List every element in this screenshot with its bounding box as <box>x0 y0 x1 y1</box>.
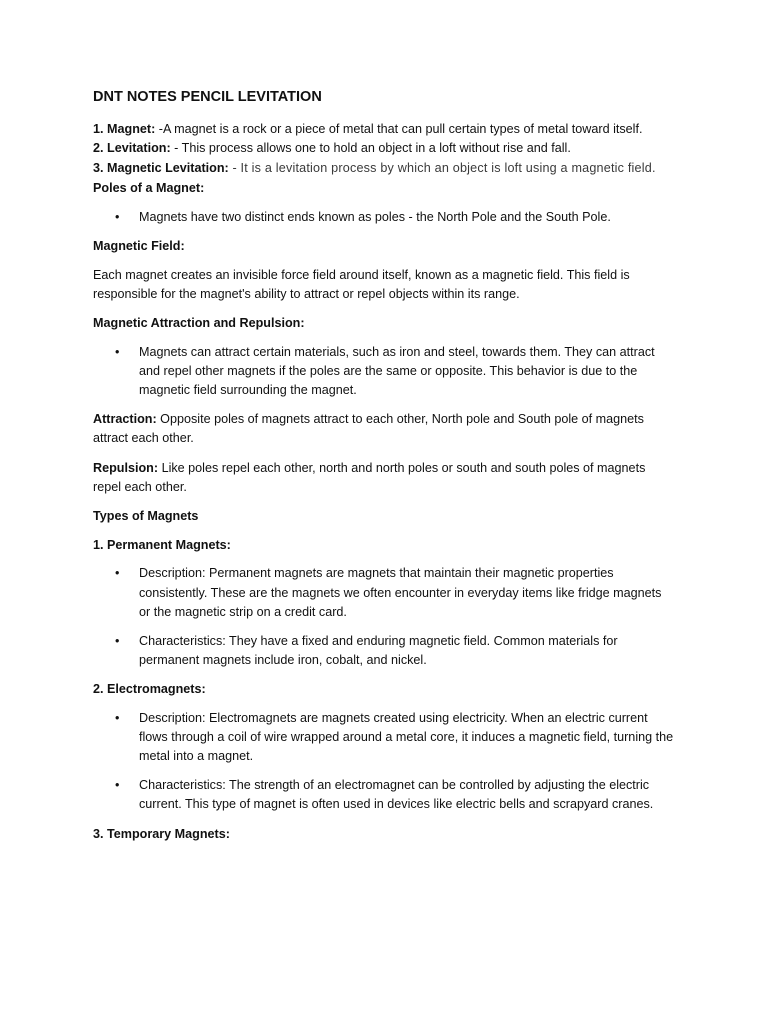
document-title: DNT NOTES PENCIL LEVITATION <box>93 89 322 105</box>
bullet-icon: • <box>115 566 120 581</box>
section-heading-field: Magnetic Field: <box>93 238 185 253</box>
definition-levitation <box>93 139 674 158</box>
attraction-term: Attraction: <box>93 412 157 427</box>
field-paragraph: Each magnet creates an invisible force field around itself, known as a magnetic field. This field is responsible for the magnet's ability to attract or repel objects within its range. <box>93 268 630 302</box>
definition-term: 3. Magnetic Levitation: <box>93 161 229 176</box>
list-item: • Magnets have two distinct ends known as poles - the North Pole and the South Pole. <box>93 208 674 227</box>
repulsion-paragraph: Repulsion: Like poles repel each other, north and north poles or south and south poles of magnets repel each other. <box>93 460 646 494</box>
definition-magnetic-levitation <box>93 158 674 179</box>
definition-magnet <box>93 120 674 139</box>
list-item: • Description: Electromagnets are magnets created using electricity. When an electric current flows through a coil of wire wrapped around a metal core, it induces a magnetic field, turning the metal into a magnet. <box>115 710 674 764</box>
list-item: • Characteristics: The strength of an electromagnet can be controlled by adjusting the electric current. This type of magnet is often used in devices like electric bells and scrapyard cranes. <box>115 778 654 812</box>
section-heading-attraction-repulsion: Magnetic Attraction and Repulsion: <box>93 316 305 331</box>
list-item: • Characteristics: They have a fixed and enduring magnetic field. Common materials for permanent magnets include iron, cobalt, and nickel. <box>115 634 618 668</box>
attraction-repulsion-list <box>93 343 674 401</box>
attraction-paragraph: Attraction: Opposite poles of magnets attract to each other, North pole and South pole of magnets attract each other. <box>93 412 644 446</box>
subheading-electromagnets: 2. Electromagnets: <box>93 682 206 697</box>
bullet-icon: • <box>115 344 120 359</box>
subheading-permanent: 1. Permanent Magnets: <box>93 538 231 553</box>
permanent-list <box>93 564 674 670</box>
bullet-icon: • <box>115 209 120 224</box>
definition-term: 1. Magnet: <box>93 122 156 136</box>
list-item: • Magnets can attract certain materials, such as iron and steel, towards them. They can attract and repel other magnets if the poles are the same or opposite. This behavior is due to the magnetic field surrounding the magnet. <box>115 344 655 398</box>
electromagnets-list <box>93 709 674 815</box>
bullet-icon: • <box>115 634 120 649</box>
definition-term: 2. Levitation: <box>93 141 171 156</box>
section-heading-poles: Poles of a Magnet: <box>93 181 205 196</box>
bullet-icon: • <box>115 710 120 725</box>
definition-text: -A magnet is a rock or a piece of metal that can pull certain types of metal toward itself. <box>155 122 643 136</box>
list-item: • Description: Permanent magnets are magnets that maintain their magnetic properties consistently. These are the magnets we often encounter in everyday items like fridge magnets or the magnetic strip on a credit card. <box>115 566 662 619</box>
section-heading-types: Types of Magnets <box>93 509 199 524</box>
definition-text: - It is a levitation process by which an object is loft using a magnetic field. <box>228 161 656 176</box>
repulsion-term: Repulsion: <box>93 460 159 475</box>
bullet-icon: • <box>115 778 120 793</box>
definition-text: - This process allows one to hold an object in a loft without rise and fall. <box>170 141 571 156</box>
subheading-temporary: 3. Temporary Magnets: <box>93 826 230 841</box>
poles-list <box>93 208 674 227</box>
